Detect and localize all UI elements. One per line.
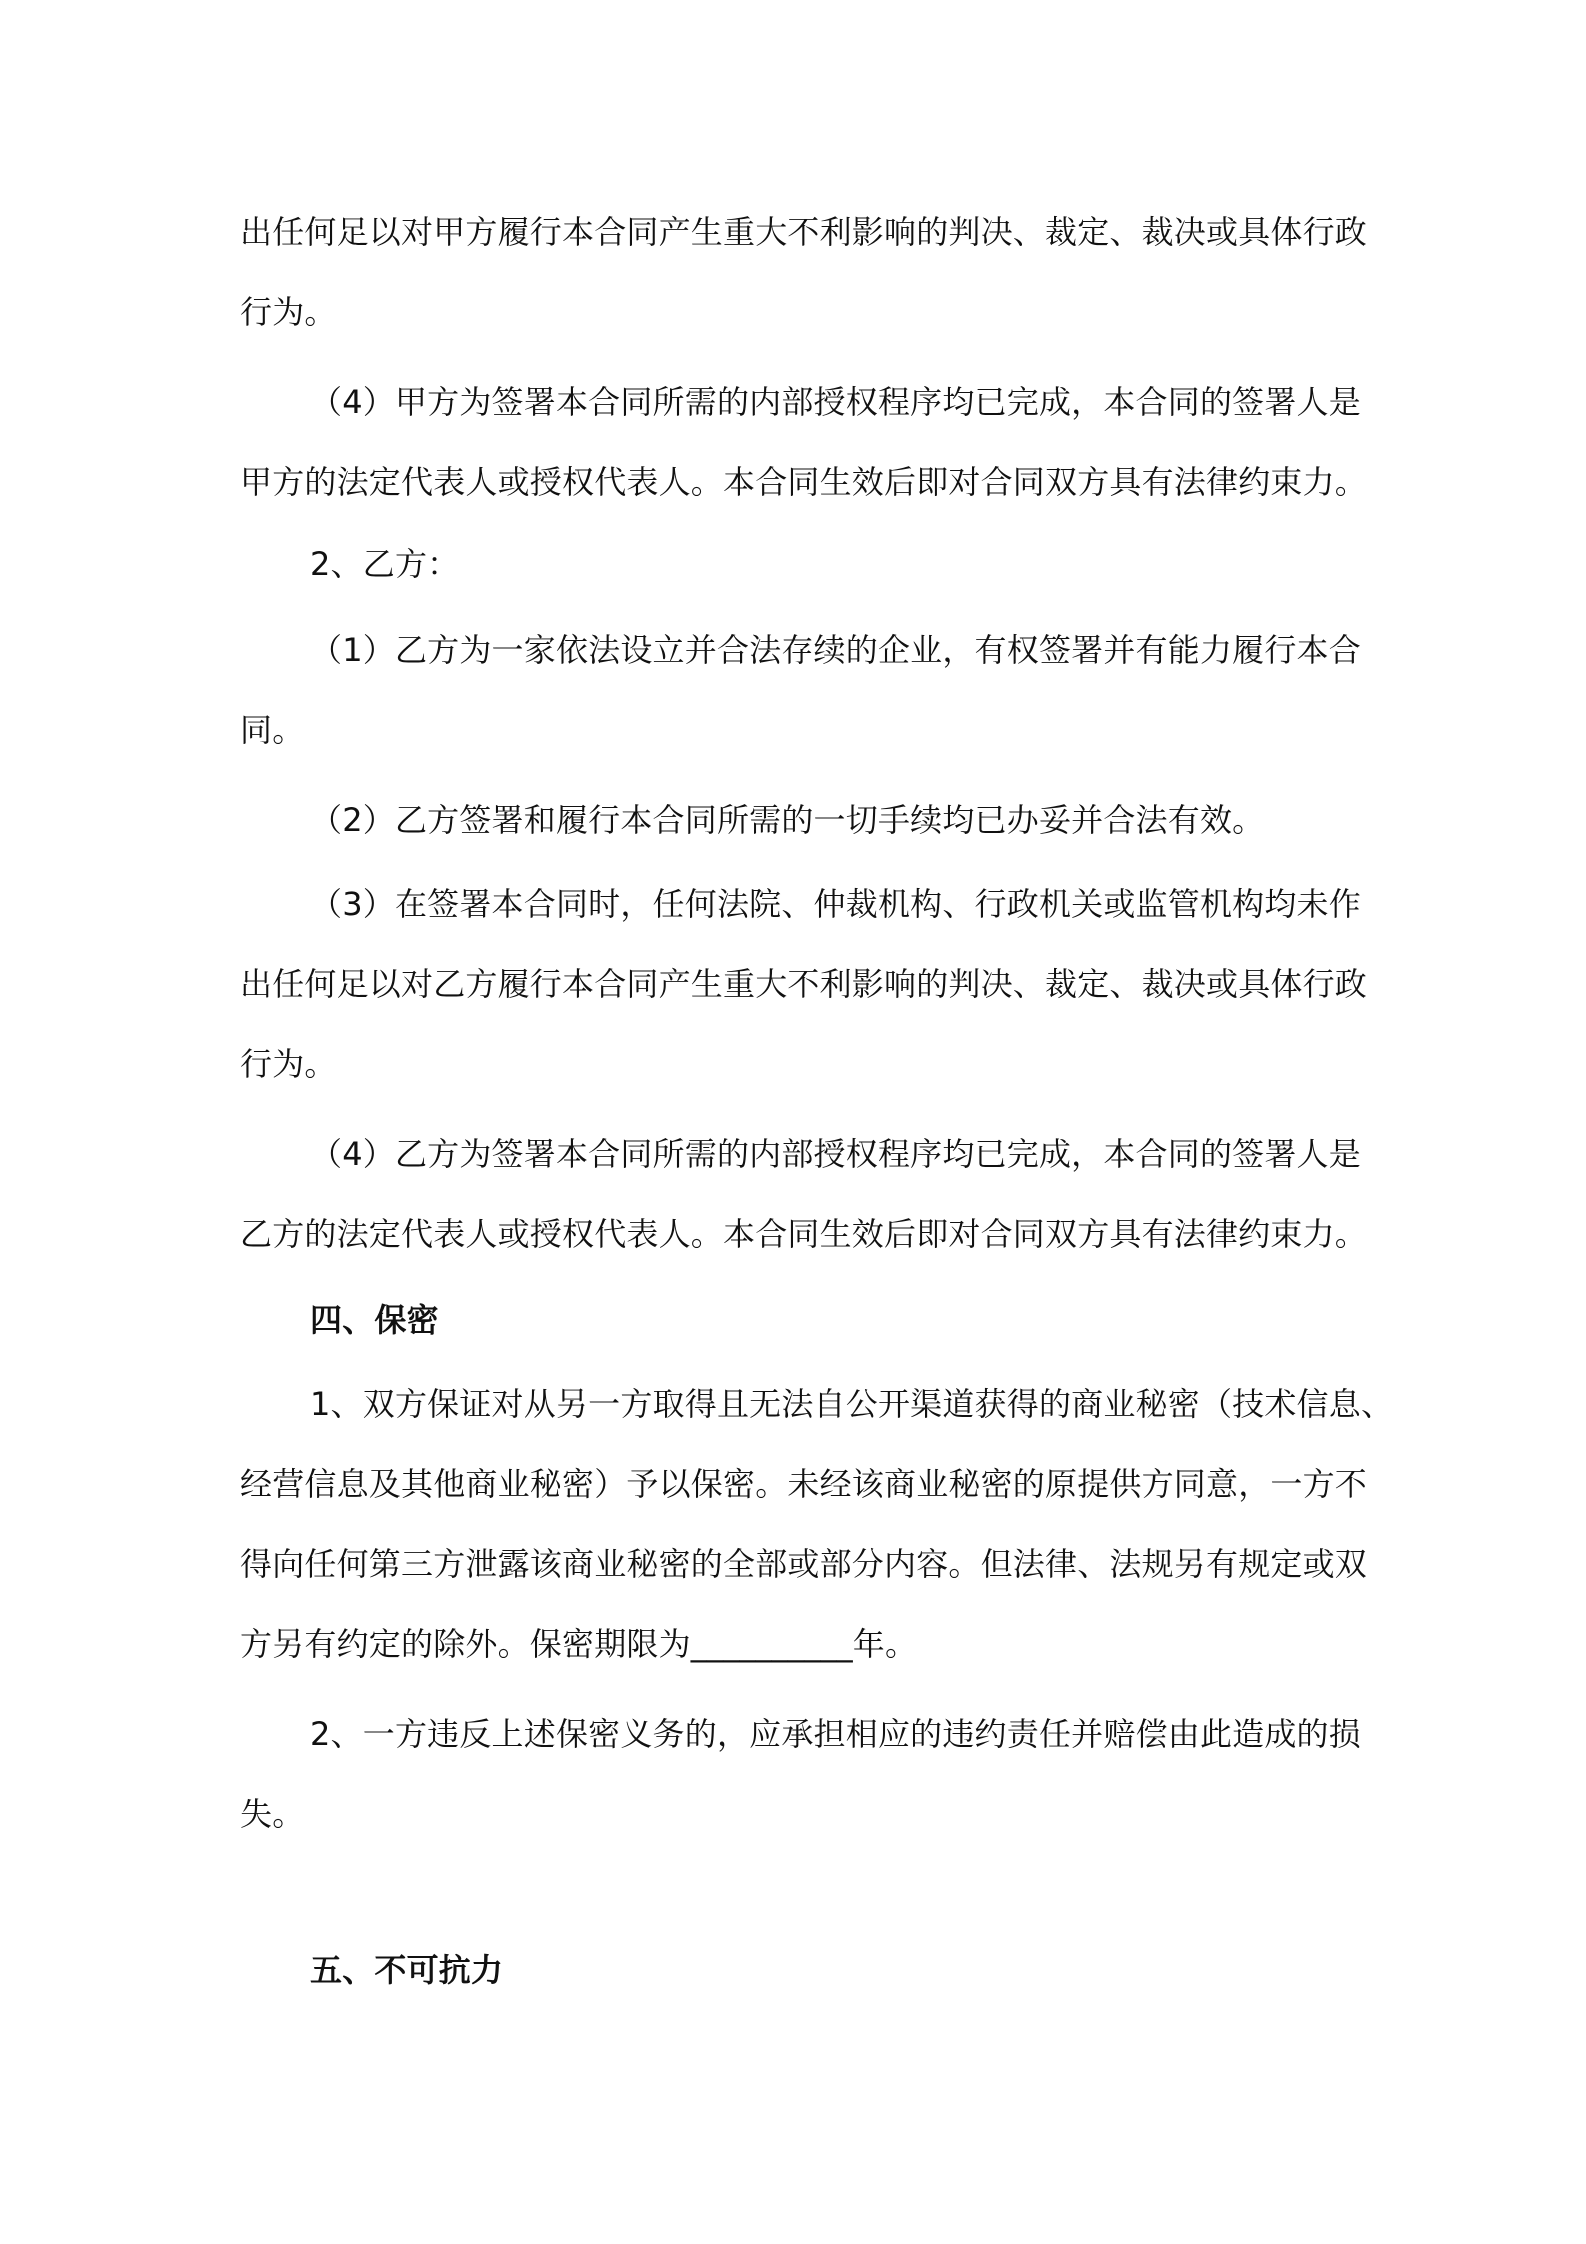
paragraph-line: （1）乙方为一家依法设立并合法存续的企业，有权签署并有能力履行本合 bbox=[310, 631, 1361, 669]
subsection-heading: 2、乙方： bbox=[310, 545, 460, 583]
paragraph-line: 经营信息及其他商业秘密）予以保密。未经该商业秘密的原提供方同意，一方不 bbox=[240, 1465, 1368, 1503]
section-heading: 四、保密 bbox=[310, 1301, 439, 1339]
paragraph-line: 乙方的法定代表人或授权代表人。本合同生效后即对合同双方具有法律约束力。 bbox=[240, 1215, 1368, 1253]
paragraph-line: 方另有约定的除外。保密期限为__________年。 bbox=[240, 1625, 918, 1663]
paragraph-line: （3）在签署本合同时，任何法院、仲裁机构、行政机关或监管机构均未作 bbox=[310, 885, 1361, 923]
paragraph-line: 出任何足以对乙方履行本合同产生重大不利影响的判决、裁定、裁决或具体行政 bbox=[240, 965, 1368, 1003]
paragraph-line: 行为。 bbox=[240, 1045, 337, 1083]
section-heading: 五、不可抗力 bbox=[310, 1951, 504, 1989]
paragraph-line: （2）乙方签署和履行本合同所需的一切手续均已办妥并合法有效。 bbox=[310, 801, 1265, 839]
paragraph-line: 2、一方违反上述保密义务的，应承担相应的违约责任并赔偿由此造成的损 bbox=[310, 1715, 1361, 1753]
paragraph-line: 1、双方保证对从另一方取得且无法自公开渠道获得的商业秘密（技术信息、 bbox=[310, 1385, 1394, 1423]
paragraph-line: 行为。 bbox=[240, 293, 337, 331]
paragraph-line: 同。 bbox=[240, 711, 305, 749]
paragraph-line: 甲方的法定代表人或授权代表人。本合同生效后即对合同双方具有法律约束力。 bbox=[240, 463, 1368, 501]
paragraph-line: 得向任何第三方泄露该商业秘密的全部或部分内容。但法律、法规另有规定或双 bbox=[240, 1545, 1368, 1583]
paragraph-line: 失。 bbox=[240, 1795, 305, 1833]
paragraph-line: （4）乙方为签署本合同所需的内部授权程序均已完成，本合同的签署人是 bbox=[310, 1135, 1361, 1173]
paragraph-line: 出任何足以对甲方履行本合同产生重大不利影响的判决、裁定、裁决或具体行政 bbox=[240, 213, 1368, 251]
paragraph-line: （4）甲方为签署本合同所需的内部授权程序均已完成，本合同的签署人是 bbox=[310, 383, 1361, 421]
